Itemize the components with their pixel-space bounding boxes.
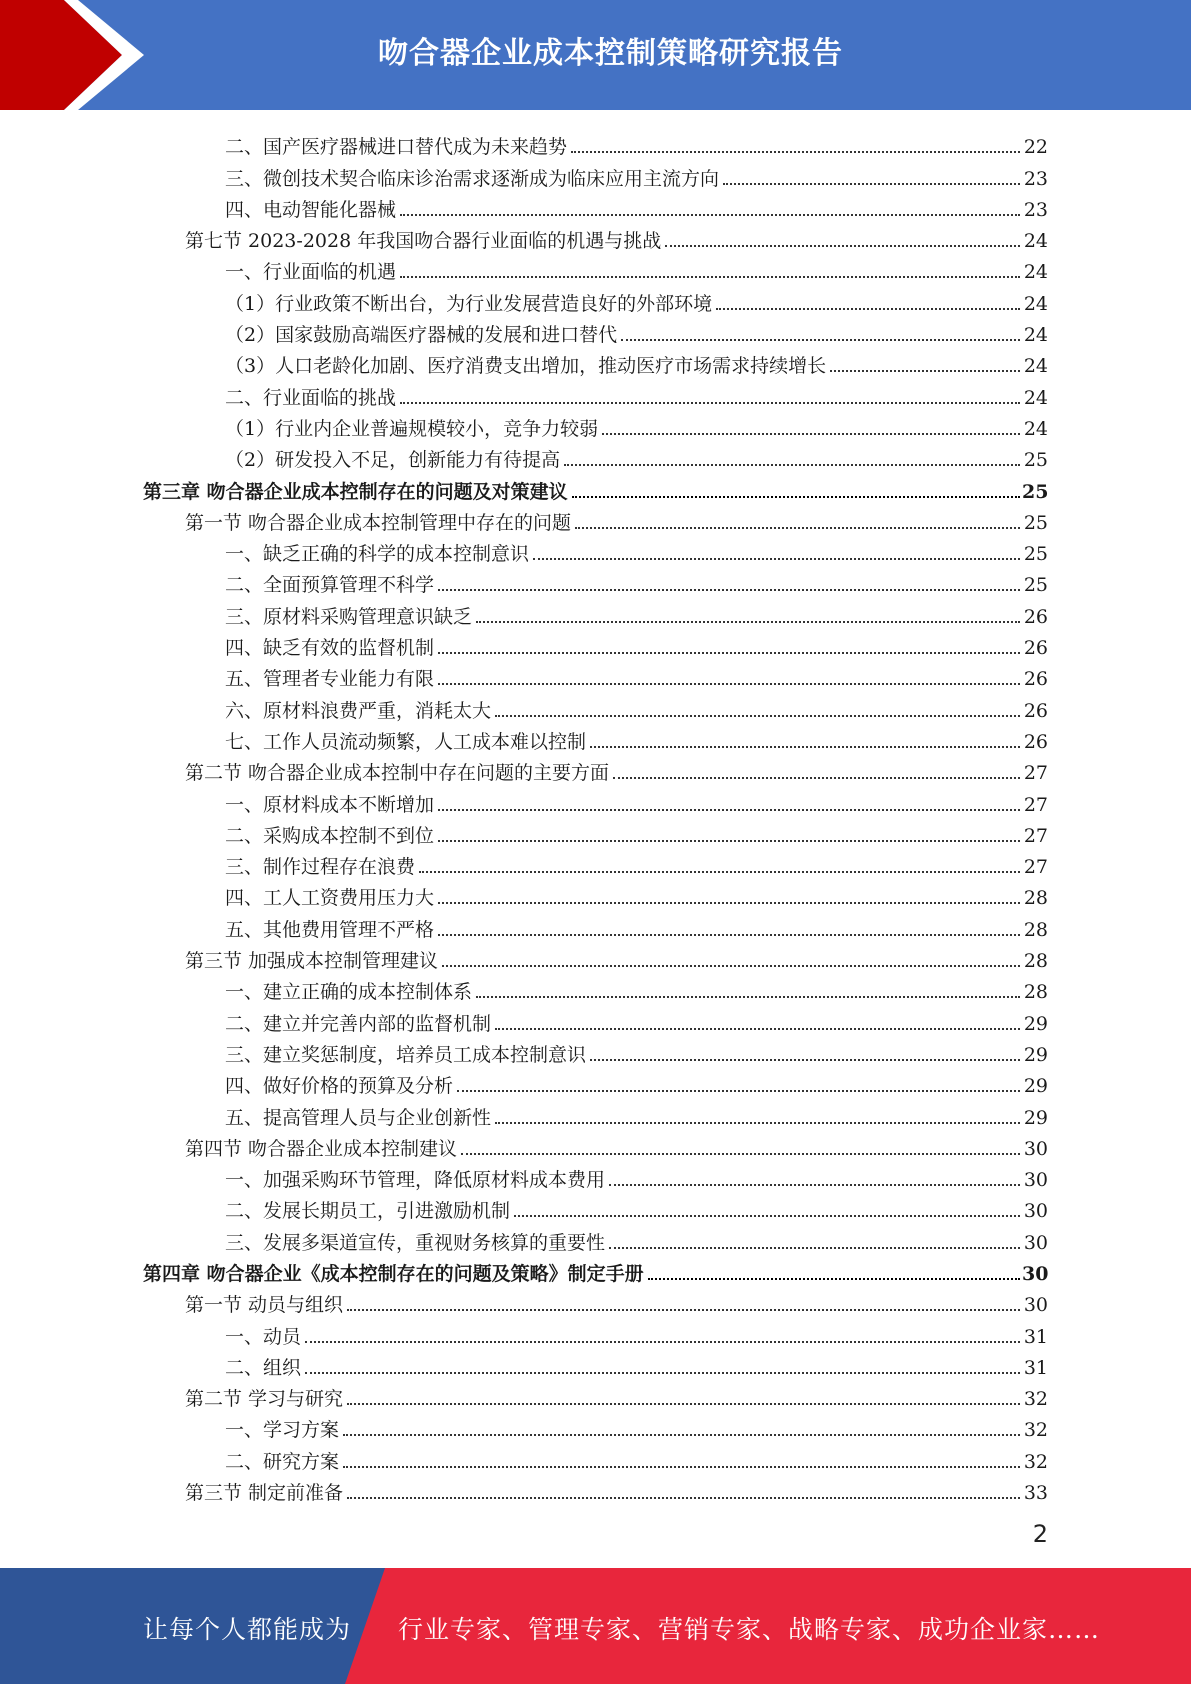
toc-entry-label: 一、动员 bbox=[225, 1325, 302, 1348]
toc-entry[interactable] bbox=[0, 158, 1191, 189]
toc-entry-page: 29 bbox=[1023, 1075, 1048, 1098]
toc-entry-label: 第七节 2023-2028 年我国吻合器行业面临的机遇与挑战 bbox=[185, 230, 662, 253]
toc-entry-label: （3）人口老龄化加剧、医疗消费支出增加，推动医疗市场需求持续增长 bbox=[225, 355, 827, 378]
toc-entry-label: 第一节 吻合器企业成本控制管理中存在的问题 bbox=[185, 511, 572, 534]
toc-entry-page: 32 bbox=[1023, 1419, 1048, 1442]
toc-entry-page: 24 bbox=[1023, 386, 1048, 409]
toc-entry[interactable] bbox=[0, 1129, 1191, 1160]
toc-entry[interactable] bbox=[0, 534, 1191, 565]
toc-entry[interactable] bbox=[0, 315, 1191, 346]
toc-entry-label: 第三节 制定前准备 bbox=[185, 1482, 344, 1505]
toc-entry[interactable] bbox=[0, 190, 1191, 221]
toc-entry-label: 一、缺乏正确的科学的成本控制意识 bbox=[225, 543, 530, 566]
toc-entry[interactable] bbox=[0, 753, 1191, 784]
toc-entry[interactable] bbox=[0, 1441, 1191, 1472]
toc-leader-dots bbox=[438, 683, 1020, 685]
toc-leader-dots bbox=[438, 840, 1020, 842]
toc-leader-dots bbox=[621, 339, 1020, 341]
toc-entry-label: 二、全面预算管理不科学 bbox=[225, 574, 435, 597]
page-footer bbox=[0, 1568, 1191, 1684]
toc-leader-dots bbox=[495, 715, 1020, 717]
toc-entry-page: 28 bbox=[1023, 887, 1048, 910]
toc-leader-dots bbox=[438, 934, 1020, 936]
toc-entry-page: 22 bbox=[1023, 136, 1048, 159]
toc-entry-label: 二、建立并完善内部的监督机制 bbox=[225, 1012, 492, 1035]
toc-entry-page: 26 bbox=[1023, 699, 1048, 722]
toc-entry-page: 30 bbox=[1023, 1231, 1048, 1254]
toc-entry-label: 四、电动智能化器械 bbox=[225, 198, 397, 221]
toc-entry[interactable] bbox=[0, 503, 1191, 534]
toc-entry-page: 31 bbox=[1023, 1325, 1048, 1348]
toc-entry[interactable] bbox=[0, 409, 1191, 440]
footer-slogan-left: 让每个人都能成为 bbox=[143, 1615, 352, 1644]
toc-leader-dots bbox=[665, 245, 1020, 247]
toc-entry-page: 26 bbox=[1023, 668, 1048, 691]
toc-entry-label: 三、建立奖惩制度，培养员工成本控制意识 bbox=[225, 1043, 587, 1066]
toc-leader-dots bbox=[400, 402, 1020, 404]
toc-entry[interactable] bbox=[0, 1410, 1191, 1441]
toc-leader-dots bbox=[343, 1466, 1020, 1468]
toc-entry[interactable] bbox=[0, 127, 1191, 158]
toc-entry[interactable] bbox=[0, 1473, 1191, 1504]
toc-entry-label: 四、做好价格的预算及分析 bbox=[225, 1075, 454, 1098]
toc-entry-label: 七、工作人员流动频繁，人工成本难以控制 bbox=[225, 730, 587, 753]
toc-entry[interactable] bbox=[0, 784, 1191, 815]
toc-entry-label: 三、原材料采购管理意识缺乏 bbox=[225, 605, 473, 628]
toc-entry-label: （1）行业政策不断出台，为行业发展营造良好的外部环境 bbox=[225, 292, 713, 315]
toc-entry-page: 25 bbox=[1022, 480, 1049, 503]
toc-entry-label: 一、学习方案 bbox=[225, 1419, 340, 1442]
toc-entry-page: 33 bbox=[1023, 1482, 1048, 1505]
toc-entry-label: 二、采购成本控制不到位 bbox=[225, 824, 435, 847]
toc-entry[interactable] bbox=[0, 690, 1191, 721]
toc-entry-page: 30 bbox=[1023, 1137, 1048, 1160]
toc-entry[interactable] bbox=[0, 252, 1191, 283]
toc-leader-dots bbox=[495, 1122, 1020, 1124]
toc-entry-page: 28 bbox=[1023, 950, 1048, 973]
toc-entry[interactable] bbox=[0, 1285, 1191, 1316]
toc-entry-page: 30 bbox=[1023, 1294, 1048, 1317]
report-title: 吻合器企业成本控制策略研究报告 bbox=[378, 36, 843, 71]
toc-entry-label: 二、组织 bbox=[225, 1356, 302, 1379]
toc-entry-page: 29 bbox=[1023, 1043, 1048, 1066]
toc-entry[interactable] bbox=[0, 1066, 1191, 1097]
toc-leader-dots bbox=[305, 1341, 1020, 1343]
toc-entry-label: （2）研发投入不足，创新能力有待提高 bbox=[225, 449, 561, 472]
toc-entry-label: 六、原材料浪费严重，消耗太大 bbox=[225, 699, 492, 722]
toc-entry-label: 第三节 加强成本控制管理建议 bbox=[185, 950, 439, 973]
toc-entry[interactable] bbox=[0, 1003, 1191, 1034]
table-of-contents bbox=[0, 127, 1191, 1504]
toc-entry-page: 27 bbox=[1023, 762, 1048, 785]
toc-entry-label: 五、提高管理人员与企业创新性 bbox=[225, 1106, 492, 1129]
toc-entry-page: 27 bbox=[1023, 793, 1048, 816]
toc-entry-page: 25 bbox=[1023, 511, 1048, 534]
toc-entry-page: 24 bbox=[1023, 230, 1048, 253]
toc-entry-label: 二、发展长期员工，引进激励机制 bbox=[225, 1200, 511, 1223]
toc-leader-dots bbox=[419, 871, 1020, 873]
toc-entry-page: 23 bbox=[1023, 167, 1048, 190]
toc-entry-page: 30 bbox=[1023, 1169, 1048, 1192]
toc-entry-page: 24 bbox=[1023, 355, 1048, 378]
toc-entry-page: 25 bbox=[1023, 449, 1048, 472]
toc-entry[interactable] bbox=[0, 1097, 1191, 1128]
toc-entry[interactable] bbox=[0, 1191, 1191, 1222]
toc-entry[interactable] bbox=[0, 941, 1191, 972]
toc-leader-dots bbox=[461, 1153, 1020, 1155]
toc-entry-label: 五、其他费用管理不严格 bbox=[225, 918, 435, 941]
toc-entry-page: 32 bbox=[1023, 1450, 1048, 1473]
toc-entry-page: 28 bbox=[1023, 981, 1048, 1004]
toc-entry[interactable] bbox=[0, 377, 1191, 408]
toc-entry-label: 第四节 吻合器企业成本控制建议 bbox=[185, 1137, 458, 1160]
toc-entry-label: 三、制作过程存在浪费 bbox=[225, 856, 416, 879]
toc-entry[interactable] bbox=[0, 440, 1191, 471]
toc-entry-page: 27 bbox=[1023, 856, 1048, 879]
toc-leader-dots bbox=[457, 1090, 1020, 1092]
toc-leader-dots bbox=[514, 1215, 1020, 1217]
toc-entry-label: 四、工人工资费用压力大 bbox=[225, 887, 435, 910]
toc-entry[interactable] bbox=[0, 659, 1191, 690]
toc-entry[interactable] bbox=[0, 221, 1191, 252]
toc-leader-dots bbox=[723, 183, 1020, 185]
toc-entry[interactable] bbox=[0, 816, 1191, 847]
toc-leader-dots bbox=[602, 433, 1020, 435]
toc-entry-page: 30 bbox=[1022, 1262, 1049, 1285]
toc-entry-label: 第四章 吻合器企业《成本控制存在的问题及策略》制定手册 bbox=[143, 1262, 644, 1285]
toc-entry-label: 第一节 动员与组织 bbox=[185, 1294, 344, 1317]
toc-entry-label: 二、研究方案 bbox=[225, 1450, 340, 1473]
toc-entry[interactable] bbox=[0, 847, 1191, 878]
toc-entry[interactable] bbox=[0, 596, 1191, 627]
toc-entry-page: 24 bbox=[1023, 324, 1048, 347]
footer-slogan-right: 行业专家、管理专家、营销专家、战略专家、成功企业家…… bbox=[398, 1615, 1101, 1644]
toc-entry-label: 第二节 学习与研究 bbox=[185, 1388, 344, 1411]
toc-entry-page: 24 bbox=[1023, 292, 1048, 315]
toc-leader-dots bbox=[476, 621, 1020, 623]
toc-entry-page: 23 bbox=[1023, 198, 1048, 221]
toc-entry[interactable] bbox=[0, 471, 1191, 502]
toc-entry-page: 27 bbox=[1023, 824, 1048, 847]
toc-leader-dots bbox=[613, 777, 1020, 779]
toc-leader-dots bbox=[564, 464, 1020, 466]
page-header bbox=[0, 0, 1191, 110]
toc-entry[interactable] bbox=[0, 1316, 1191, 1347]
toc-entry-page: 32 bbox=[1023, 1388, 1048, 1411]
toc-entry-label: 第二节 吻合器企业成本控制中存在问题的主要方面 bbox=[185, 762, 610, 785]
toc-entry-label: （1）行业内企业普遍规模较小，竞争力较弱 bbox=[225, 417, 599, 440]
toc-entry[interactable] bbox=[0, 1222, 1191, 1253]
toc-entry[interactable] bbox=[0, 1254, 1191, 1285]
toc-leader-dots bbox=[305, 1372, 1020, 1374]
toc-leader-dots bbox=[476, 996, 1020, 998]
toc-entry-page: 25 bbox=[1023, 574, 1048, 597]
toc-entry[interactable] bbox=[0, 722, 1191, 753]
toc-leader-dots bbox=[575, 527, 1020, 529]
toc-entry-label: 一、行业面临的机遇 bbox=[225, 261, 397, 284]
toc-leader-dots bbox=[590, 746, 1020, 748]
toc-leader-dots bbox=[442, 965, 1020, 967]
toc-entry-page: 24 bbox=[1023, 261, 1048, 284]
toc-leader-dots bbox=[609, 1247, 1020, 1249]
toc-entry-label: 一、加强采购环节管理，降低原材料成本费用 bbox=[225, 1169, 606, 1192]
toc-entry[interactable] bbox=[0, 565, 1191, 596]
toc-leader-dots bbox=[438, 902, 1020, 904]
toc-leader-dots bbox=[571, 151, 1020, 153]
toc-entry-label: 二、行业面临的挑战 bbox=[225, 386, 397, 409]
toc-entry[interactable] bbox=[0, 909, 1191, 940]
toc-entry-label: 五、管理者专业能力有限 bbox=[225, 668, 435, 691]
toc-entry-label: 三、微创技术契合临床诊治需求逐渐成为临床应用主流方向 bbox=[225, 167, 720, 190]
toc-entry[interactable] bbox=[0, 1160, 1191, 1191]
toc-entry-label: 三、发展多渠道宣传，重视财务核算的重要性 bbox=[225, 1231, 606, 1254]
toc-entry-page: 29 bbox=[1023, 1106, 1048, 1129]
toc-leader-dots bbox=[495, 1028, 1020, 1030]
toc-entry-page: 24 bbox=[1023, 417, 1048, 440]
toc-entry-page: 29 bbox=[1023, 1012, 1048, 1035]
toc-entry[interactable] bbox=[0, 628, 1191, 659]
toc-entry[interactable] bbox=[0, 1379, 1191, 1410]
toc-entry-label: 一、原材料成本不断增加 bbox=[225, 793, 435, 816]
toc-leader-dots bbox=[830, 370, 1020, 372]
toc-entry-label: 四、缺乏有效的监督机制 bbox=[225, 637, 435, 660]
toc-leader-dots bbox=[590, 1059, 1020, 1061]
toc-leader-dots bbox=[572, 496, 1020, 498]
toc-entry[interactable] bbox=[0, 346, 1191, 377]
toc-entry-page: 25 bbox=[1023, 543, 1048, 566]
toc-entry-page: 26 bbox=[1023, 637, 1048, 660]
toc-entry[interactable] bbox=[0, 1035, 1191, 1066]
toc-leader-dots bbox=[400, 276, 1020, 278]
toc-leader-dots bbox=[347, 1497, 1020, 1499]
toc-leader-dots bbox=[347, 1309, 1020, 1311]
toc-entry-label: 二、国产医疗器械进口替代成为未来趋势 bbox=[225, 136, 568, 159]
toc-leader-dots bbox=[343, 1434, 1020, 1436]
toc-entry[interactable] bbox=[0, 972, 1191, 1003]
toc-entry-page: 28 bbox=[1023, 918, 1048, 941]
toc-leader-dots bbox=[716, 308, 1020, 310]
toc-leader-dots bbox=[609, 1184, 1020, 1186]
toc-leader-dots bbox=[347, 1403, 1020, 1405]
toc-entry-page: 26 bbox=[1023, 605, 1048, 628]
toc-entry-label: 第三章 吻合器企业成本控制存在的问题及对策建议 bbox=[143, 480, 568, 503]
toc-entry[interactable] bbox=[0, 1348, 1191, 1379]
toc-entry-label: 一、建立正确的成本控制体系 bbox=[225, 981, 473, 1004]
toc-entry-page: 26 bbox=[1023, 730, 1048, 753]
toc-leader-dots bbox=[438, 589, 1020, 591]
toc-entry-page: 30 bbox=[1023, 1200, 1048, 1223]
toc-leader-dots bbox=[438, 809, 1020, 811]
toc-leader-dots bbox=[400, 214, 1020, 216]
toc-entry-label: （2）国家鼓励高端医疗器械的发展和进口替代 bbox=[225, 324, 618, 347]
toc-leader-dots bbox=[648, 1278, 1020, 1280]
toc-entry[interactable] bbox=[0, 878, 1191, 909]
toc-entry-page: 31 bbox=[1023, 1356, 1048, 1379]
toc-leader-dots bbox=[438, 652, 1020, 654]
toc-entry[interactable] bbox=[0, 283, 1191, 314]
toc-leader-dots bbox=[533, 558, 1020, 560]
page-number: 2 bbox=[1032, 1520, 1048, 1548]
